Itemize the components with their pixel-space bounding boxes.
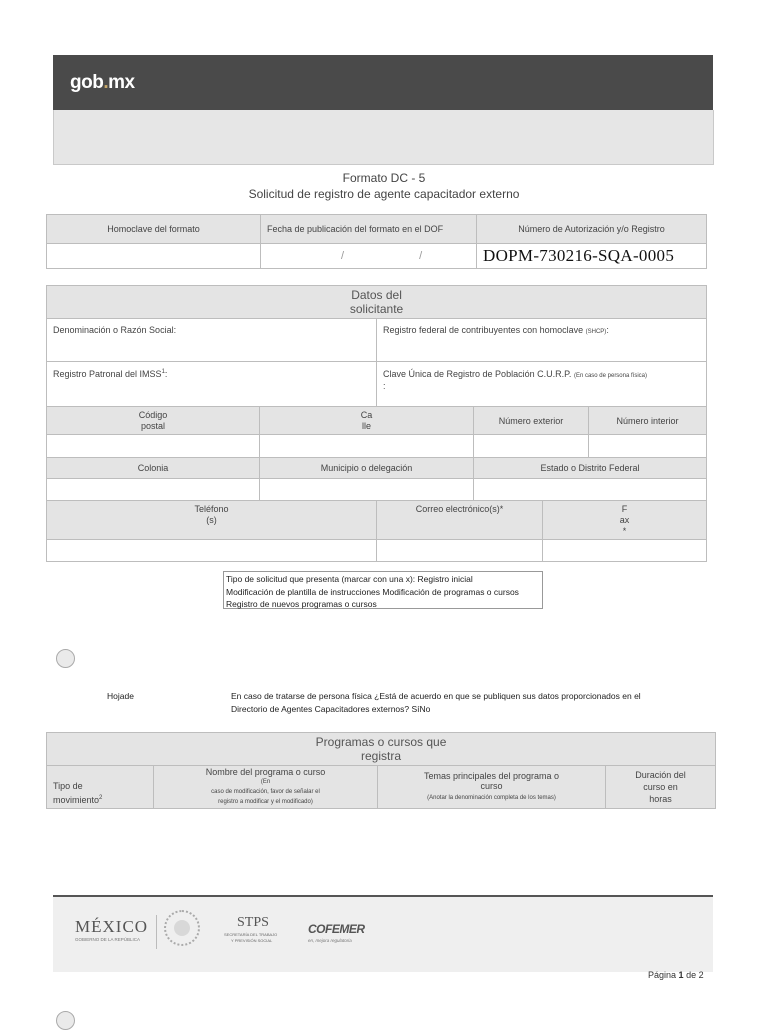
colonia-header: Colonia xyxy=(47,458,260,479)
coat-of-arms-icon xyxy=(164,910,200,946)
tipo-line-1: Tipo de solicitud que presenta (marcar con una x): Registro inicial xyxy=(226,574,473,584)
form-code-title: Formato DC - 5 xyxy=(342,171,426,185)
homoclave-field[interactable] xyxy=(47,244,261,269)
calle-field[interactable] xyxy=(260,435,474,458)
programas-section-header: Programas o cursos que registra xyxy=(47,733,716,766)
homoclave-header: Homoclave del formato xyxy=(47,215,261,244)
programas-table xyxy=(46,732,716,809)
stps-logo-sub1: SECRETARÍA DEL TRABAJO xyxy=(224,932,278,937)
curp-field[interactable]: Clave Única de Registro de Población C.U.R.P. (En caso de persona física) : xyxy=(377,362,707,407)
mexico-logo: MÉXICO xyxy=(75,917,149,936)
rfc-field[interactable]: Registro federal de contribuyentes con homoclave (SHCP): xyxy=(377,319,707,362)
temas-header: Temas principales del programa o curso (Anotar la denominación completa de los temas) xyxy=(378,766,606,809)
gobmx-logo[interactable]: gob.mx xyxy=(70,72,135,93)
datos-solicitante-table xyxy=(46,285,707,562)
correo-field[interactable] xyxy=(377,540,543,562)
footer-logos xyxy=(53,895,713,972)
num-int-field[interactable] xyxy=(589,435,707,458)
correo-header: Correo electrónico(s)* xyxy=(377,501,543,540)
num-ext-header: Número exterior xyxy=(474,407,589,435)
duracion-header: Duración del curso en horas xyxy=(606,766,716,809)
stps-logo-sub2: Y PREVISIÓN SOCIAL xyxy=(231,938,273,943)
estado-header: Estado o Distrito Federal xyxy=(474,458,707,479)
fax-field[interactable] xyxy=(543,540,707,562)
razon-social-field[interactable]: Denominación o Razón Social: xyxy=(47,319,377,362)
fecha-header: Fecha de publicación del formato en el DOF xyxy=(261,215,477,244)
estado-field[interactable] xyxy=(474,479,707,501)
format-info-table xyxy=(46,214,707,269)
calle-header: Ca lle xyxy=(260,407,474,435)
municipio-header: Municipio o delegación xyxy=(260,458,474,479)
datos-section-header: Datos del solicitante xyxy=(47,286,707,319)
stps-logo: STPS xyxy=(237,915,269,930)
tipo-line-3: Registro de nuevos programas o cursos xyxy=(226,599,377,609)
fecha-field[interactable]: / / xyxy=(261,244,477,269)
tipo-solicitud-box[interactable] xyxy=(223,571,543,609)
tipo-line-2: Modificación de plantilla de instrucciones Modificación de programas o cursos xyxy=(226,586,519,597)
tipo-movimiento-header: Tipo de movimiento$^2$ xyxy=(47,766,154,809)
nombre-programa-header: Nombre del programa o curso (En caso de modificación, favor de señalar el registro a modificar y el modificado) xyxy=(154,766,378,809)
municipio-field[interactable] xyxy=(260,479,474,501)
radio-button[interactable] xyxy=(56,649,75,668)
num-ext-field[interactable] xyxy=(474,435,589,458)
header-bar xyxy=(53,55,713,110)
hoja-label: Hojade xyxy=(107,691,134,701)
radio-button-bottom[interactable] xyxy=(56,1011,75,1030)
logo-divider xyxy=(156,915,157,949)
header-subbar xyxy=(53,110,714,165)
mexico-logo-sub: GOBIERNO DE LA REPÚBLICA xyxy=(75,937,141,942)
telefono-field[interactable] xyxy=(47,540,377,562)
autorizacion-header: Número de Autorización y/o Registro xyxy=(477,215,707,244)
imss-field[interactable]: Registro Patronal del IMSS$^1$: xyxy=(47,362,377,407)
cp-field[interactable] xyxy=(47,435,260,458)
cofemer-logo: COFEMER xyxy=(308,922,365,936)
telefono-header: Teléfono (s) xyxy=(47,501,377,540)
form-title: Solicitud de registro de agente capacitador externo xyxy=(248,187,520,201)
colonia-field[interactable] xyxy=(47,479,260,501)
fax-header: F ax * xyxy=(543,501,707,540)
cofemer-logo-sub: en, mejora regulatoria xyxy=(308,938,352,943)
page-number: Página 1 de 2 xyxy=(648,970,704,980)
consent-text: En caso de tratarse de persona física ¿Está de acuerdo en que se publiquen sus datos proporcionados en el Directorio de Agentes Capacitadores externos? SíNo xyxy=(231,691,641,714)
num-int-header: Número interior xyxy=(589,407,707,435)
cp-header: Código postal xyxy=(47,407,260,435)
registro-number[interactable]: DOPM-730216-SQA-0005 xyxy=(477,244,707,269)
